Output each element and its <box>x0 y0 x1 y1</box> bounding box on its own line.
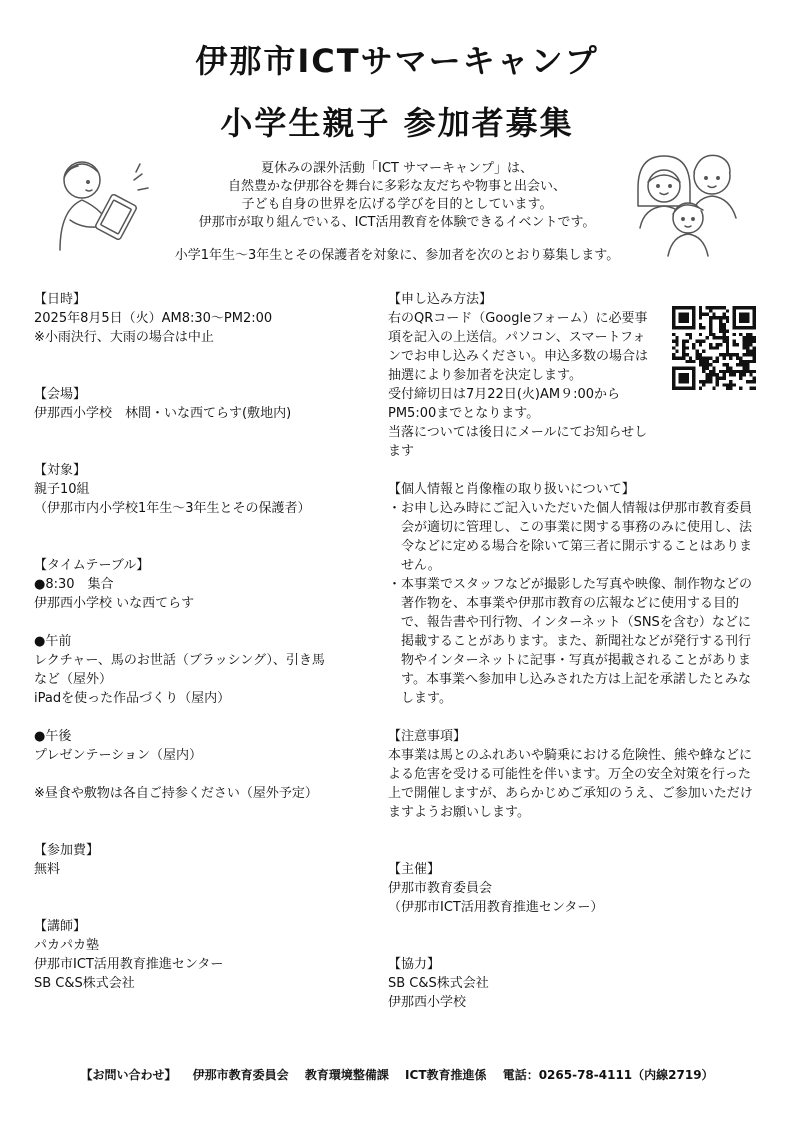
timetable-heading: 【タイムテーブル】 <box>34 558 150 573</box>
notes-text: 本事業は馬とのふれあいや騎乗における危険性、熊や蜂などによる危害を受ける可能性を伴います。万全の安全対策を行った上で開催しますが、あらかじめご承知のうえ、ご参加いただけますようお願いします。 <box>388 748 753 820</box>
fee-heading: 【参加費】 <box>34 843 100 858</box>
cooperation-name: 伊那西小学校 <box>388 995 467 1010</box>
intro-line: 子ども自身の世界を広げる学びを目的としています。 <box>241 197 553 212</box>
family-illustration <box>630 148 760 258</box>
organizer-detail: （伊那市ICT活用教育推進センター） <box>388 900 604 915</box>
contact-section: ICT教育推進係 <box>405 1068 487 1082</box>
contact-footer <box>0 1066 794 1083</box>
method-heading: 【申し込み方法】 <box>388 292 493 307</box>
fee-value: 無料 <box>34 862 61 877</box>
privacy-bullet <box>388 499 760 575</box>
person-with-tablet-illustration <box>40 150 160 255</box>
cooperation-heading: 【協力】 <box>388 957 441 972</box>
timetable-am-title: ●午前 <box>34 634 72 649</box>
privacy-bullet-text: 本事業でスタッフなどが撮影した写真や映像、制作物などの著作物を、本事業や伊那市教育の広報などに使用する目的で、報告書や刊行物、インターネット（SNSを含む）などに掲載することがあります。また、新聞社などが発行する刊行物やインターネットに記事・写真が掲載されることがあります。本事業へ参加申し込みされた方は上記を承諾したとみなします。 <box>401 577 753 706</box>
timetable-am-line: iPadを使った作品づくり（屋内） <box>34 691 231 706</box>
instructors-heading: 【講師】 <box>34 919 87 934</box>
contact-phone: 電話：0265-78-4111（内線2719） <box>502 1068 714 1082</box>
right-column <box>388 290 760 1012</box>
method-result: 当落については後日にメールにてお知らせします <box>388 425 648 459</box>
venue-value: 伊那西小学校 林間・いな西てらす(敷地内) <box>34 406 292 421</box>
intro-line: 夏休みの課外活動「ICT サマーキャンプ」は、 <box>261 161 533 176</box>
timetable-note: ※昼食や敷物は各自ご持参ください（屋外予定） <box>34 786 318 801</box>
timetable-am-line: レクチャー、馬のお世話（ブラッシング）、引き馬 <box>34 653 325 668</box>
instructor-name: SB C&S株式会社 <box>34 976 135 991</box>
method-deadline: 受付締切日は7月22日(火)AM９:00からPM5:00までとなります。 <box>388 387 620 421</box>
contact-label: 【お問い合わせ】 <box>80 1068 177 1082</box>
organizer-name: 伊那市教育委員会 <box>388 881 493 896</box>
method-text: 右のQRコード（Googleフォーム）に必要事項を記入の上送信。パソコン、スマートフォンでお申し込みください。申込多数の場合は抽選により参加者を決定します。 <box>388 311 649 383</box>
instructor-name: 伊那市ICT活用教育推進センター <box>34 957 224 972</box>
date-note: ※小雨決行、大雨の場合は中止 <box>34 330 214 345</box>
venue-heading: 【会場】 <box>34 387 87 402</box>
privacy-bullet-text: お申し込み時にご記入いただいた個人情報は伊那市教育委員会が適切に管理し、この事業に関する事務のみに使用し、法令などに定める場合を除いて第三者に開示することはありません。 <box>401 501 753 573</box>
timetable-pm-title: ●午後 <box>34 729 72 744</box>
contact-dept: 教育環境整備課 <box>304 1068 389 1082</box>
target-value: 親子10組 <box>34 482 90 497</box>
intro-line: 自然豊かな伊那谷を舞台に多彩な友だちや物事と出会い、 <box>227 179 566 194</box>
intro-line: 伊那市が取り組んでいる、ICT活用教育を体験できるイベントです。 <box>198 215 596 230</box>
timetable-pm-line: プレゼンテーション（屋内） <box>34 748 202 763</box>
date-value: 2025年8月5日（火）AM8:30～PM2:00 <box>34 311 273 326</box>
bullet-mark: ・ <box>388 577 402 592</box>
bullet-mark: ・ <box>388 501 402 516</box>
instructor-name: パカパカ塾 <box>34 938 100 953</box>
notes-heading: 【注意事項】 <box>388 729 467 744</box>
contact-org: 伊那市教育委員会 <box>192 1068 289 1082</box>
page-title-line1: 伊那市ICTサマーキャンプ <box>195 42 599 80</box>
organizer-heading: 【主催】 <box>388 862 441 877</box>
timetable-gather-place: 伊那西小学校 いな西てらす <box>34 596 195 611</box>
cooperation-name: SB C&S株式会社 <box>388 976 489 991</box>
page-title-line2: 小学生親子 参加者募集 <box>220 104 574 142</box>
intro-text <box>150 160 644 232</box>
timetable-gather-title: ●8:30 集合 <box>34 577 114 592</box>
privacy-bullet <box>388 575 760 708</box>
timetable-am-line: など（屋外） <box>34 672 113 687</box>
date-heading: 【日時】 <box>34 292 87 307</box>
intro-target: 小学1年生～3年生とその保護者を対象に、参加者を次のとおり募集します。 <box>174 248 620 263</box>
target-heading: 【対象】 <box>34 463 87 478</box>
privacy-heading: 【個人情報と肖像権の取り扱いについて】 <box>388 482 635 497</box>
target-detail: （伊那市内小学校1年生～3年生とその保護者） <box>34 501 311 516</box>
left-column <box>34 290 364 993</box>
